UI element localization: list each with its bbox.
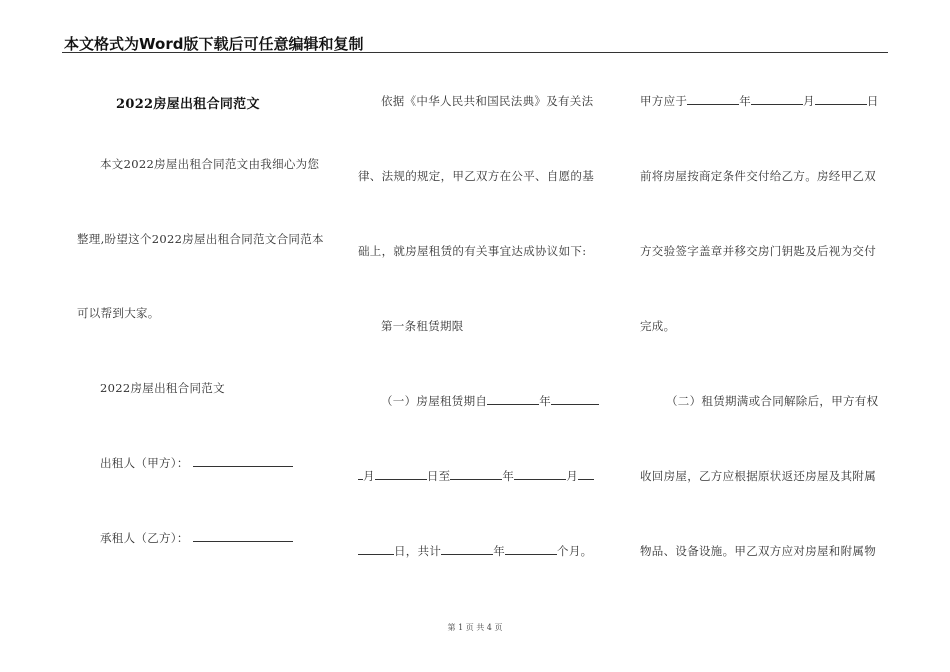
- end-year-blank: [450, 469, 502, 480]
- months-label: 个月。: [557, 544, 593, 558]
- col3-line-7: 物品、设备设施。甲乙双方应对房屋和附属物: [640, 544, 876, 558]
- lessor-label: 出租人（甲方）：: [100, 456, 189, 470]
- end-day-blank: [578, 469, 594, 480]
- intro-line-1: 本文2022房屋出租合同范文由我细心为您: [100, 157, 320, 171]
- col3-line-4: 完成。: [640, 319, 676, 333]
- col2-line-1: 依据《中华人民共和国民法典》及有关法: [381, 94, 594, 108]
- end-day-blank-cont: [358, 544, 394, 555]
- term-line-3: [358, 543, 592, 559]
- month-label-2: 月: [566, 469, 579, 483]
- col2-line-2: 律、法规的规定，甲乙双方在公平、自愿的基: [358, 169, 594, 183]
- start-day-blank: [375, 469, 427, 480]
- intro-line-2: 整理,盼望这个2022房屋出租合同范文合同范本: [77, 232, 324, 246]
- term-start-label: （一）房屋租赁期自: [381, 394, 488, 408]
- intro-line-3: 可以帮到大家。: [77, 306, 160, 320]
- year-label-2: 年: [502, 469, 515, 483]
- lessor-field: [100, 455, 293, 471]
- document-title: 2022房屋出租合同范文: [116, 97, 260, 112]
- section-subtitle: 2022房屋出租合同范文: [100, 381, 225, 395]
- col3-line-6: 收回房屋，乙方应根据原状返还房屋及其附属: [640, 469, 876, 483]
- deliver-year-label: 年: [739, 94, 752, 108]
- lessee-field: [100, 530, 293, 546]
- day-total-label: 日，共计: [394, 544, 442, 558]
- deliver-day-blank: [815, 94, 867, 105]
- start-year-blank: [487, 394, 539, 405]
- lessee-label: 承租人（乙方）：: [100, 531, 189, 545]
- col3-line-2: 前将房屋按商定条件交付给乙方。房经甲乙双: [640, 169, 876, 183]
- page-number: 第 1 页 共 4 页: [447, 623, 503, 632]
- article-1-heading: 第一条租赁期限: [381, 319, 464, 333]
- year-label: 年: [539, 394, 552, 408]
- lessor-blank: [193, 456, 293, 467]
- col3-line-3: 方交验签字盖章并移交房门钥匙及后视为交付: [640, 244, 876, 258]
- total-month-blank: [505, 544, 557, 555]
- month-label: 月: [363, 469, 375, 483]
- end-month-blank: [514, 469, 566, 480]
- deliver-day-label: 日: [866, 94, 879, 108]
- total-year-blank: [441, 544, 493, 555]
- deliver-label: 甲方应于: [640, 94, 688, 108]
- year-label-3: 年: [493, 544, 506, 558]
- deliver-year-blank: [687, 94, 739, 105]
- term-line-2: [358, 468, 594, 484]
- deliver-month-label: 月: [803, 94, 815, 108]
- deliver-month-blank: [751, 94, 803, 105]
- header-divider: [62, 52, 888, 53]
- start-month-blank: [551, 394, 599, 405]
- col3-line-5: （二）租赁期满或合同解除后，甲方有权: [666, 394, 879, 408]
- col2-line-3: 础上，就房屋租赁的有关事宜达成协议如下:: [358, 244, 587, 258]
- delivery-line-1: [640, 93, 879, 109]
- day-to-label: 日至: [426, 469, 451, 483]
- lessee-blank: [193, 531, 293, 542]
- document-header: 本文格式为Word版下载后可任意编辑和复制: [64, 35, 364, 53]
- term-line-1: [381, 393, 599, 409]
